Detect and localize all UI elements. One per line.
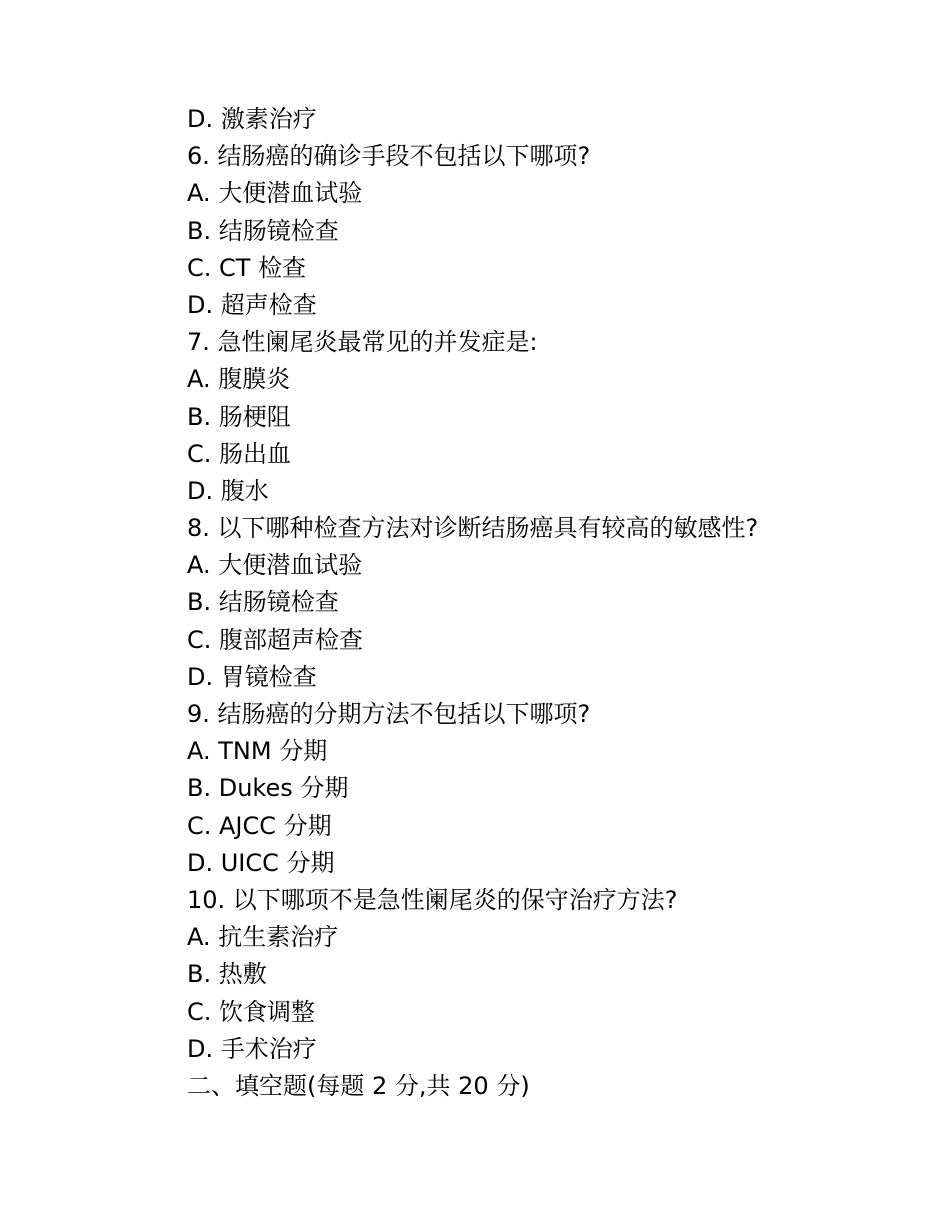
question-9: 9. 结肠癌的分期方法不包括以下哪项? [187,700,591,728]
answer-option: B. 肠梗阻 [187,402,291,431]
answer-option: C. 肠出血 [187,439,292,468]
answer-option: A. 腹膜炎 [187,365,291,394]
answer-option: D. 胃镜检查 [187,662,317,691]
answer-option: B. 结肠镜检查 [187,216,339,245]
question-6: 6. 结肠癌的确诊手段不包括以下哪项? [187,142,591,171]
question-8: 8. 以下哪种检查方法对诊断结肠癌具有较高的敏感性? [187,514,759,543]
answer-option: A. 大便潜血试验 [187,551,363,580]
answer-option: C. AJCC 分期 [187,811,332,840]
answer-option: B. 结肠镜检查 [187,588,339,617]
answer-option: C. CT 检查 [187,253,307,282]
answer-option: D. 超声检查 [187,290,317,319]
section-heading: 二、填空题(每题 2 分,共 20 分) [187,1071,530,1100]
answer-option: B. Dukes 分期 [187,774,349,803]
question-7: 7. 急性阑尾炎最常见的并发症是: [187,328,538,357]
answer-option: C. 饮食调整 [187,997,316,1026]
answer-option: A. TNM 分期 [187,737,328,766]
answer-option: B. 热敷 [187,960,267,989]
question-10: 10. 以下哪项不是急性阑尾炎的保守治疗方法? [187,885,678,914]
answer-option: D. 腹水 [187,476,269,505]
answer-option: D. UICC 分期 [187,848,335,877]
document-body [187,101,887,1105]
answer-option: A. 大便潜血试验 [187,179,363,208]
answer-option: A. 抗生素治疗 [187,923,339,952]
answer-option: D. 手术治疗 [187,1034,317,1063]
answer-option: C. 腹部超声检查 [187,625,364,654]
answer-option: D. 激素治疗 [187,105,317,133]
